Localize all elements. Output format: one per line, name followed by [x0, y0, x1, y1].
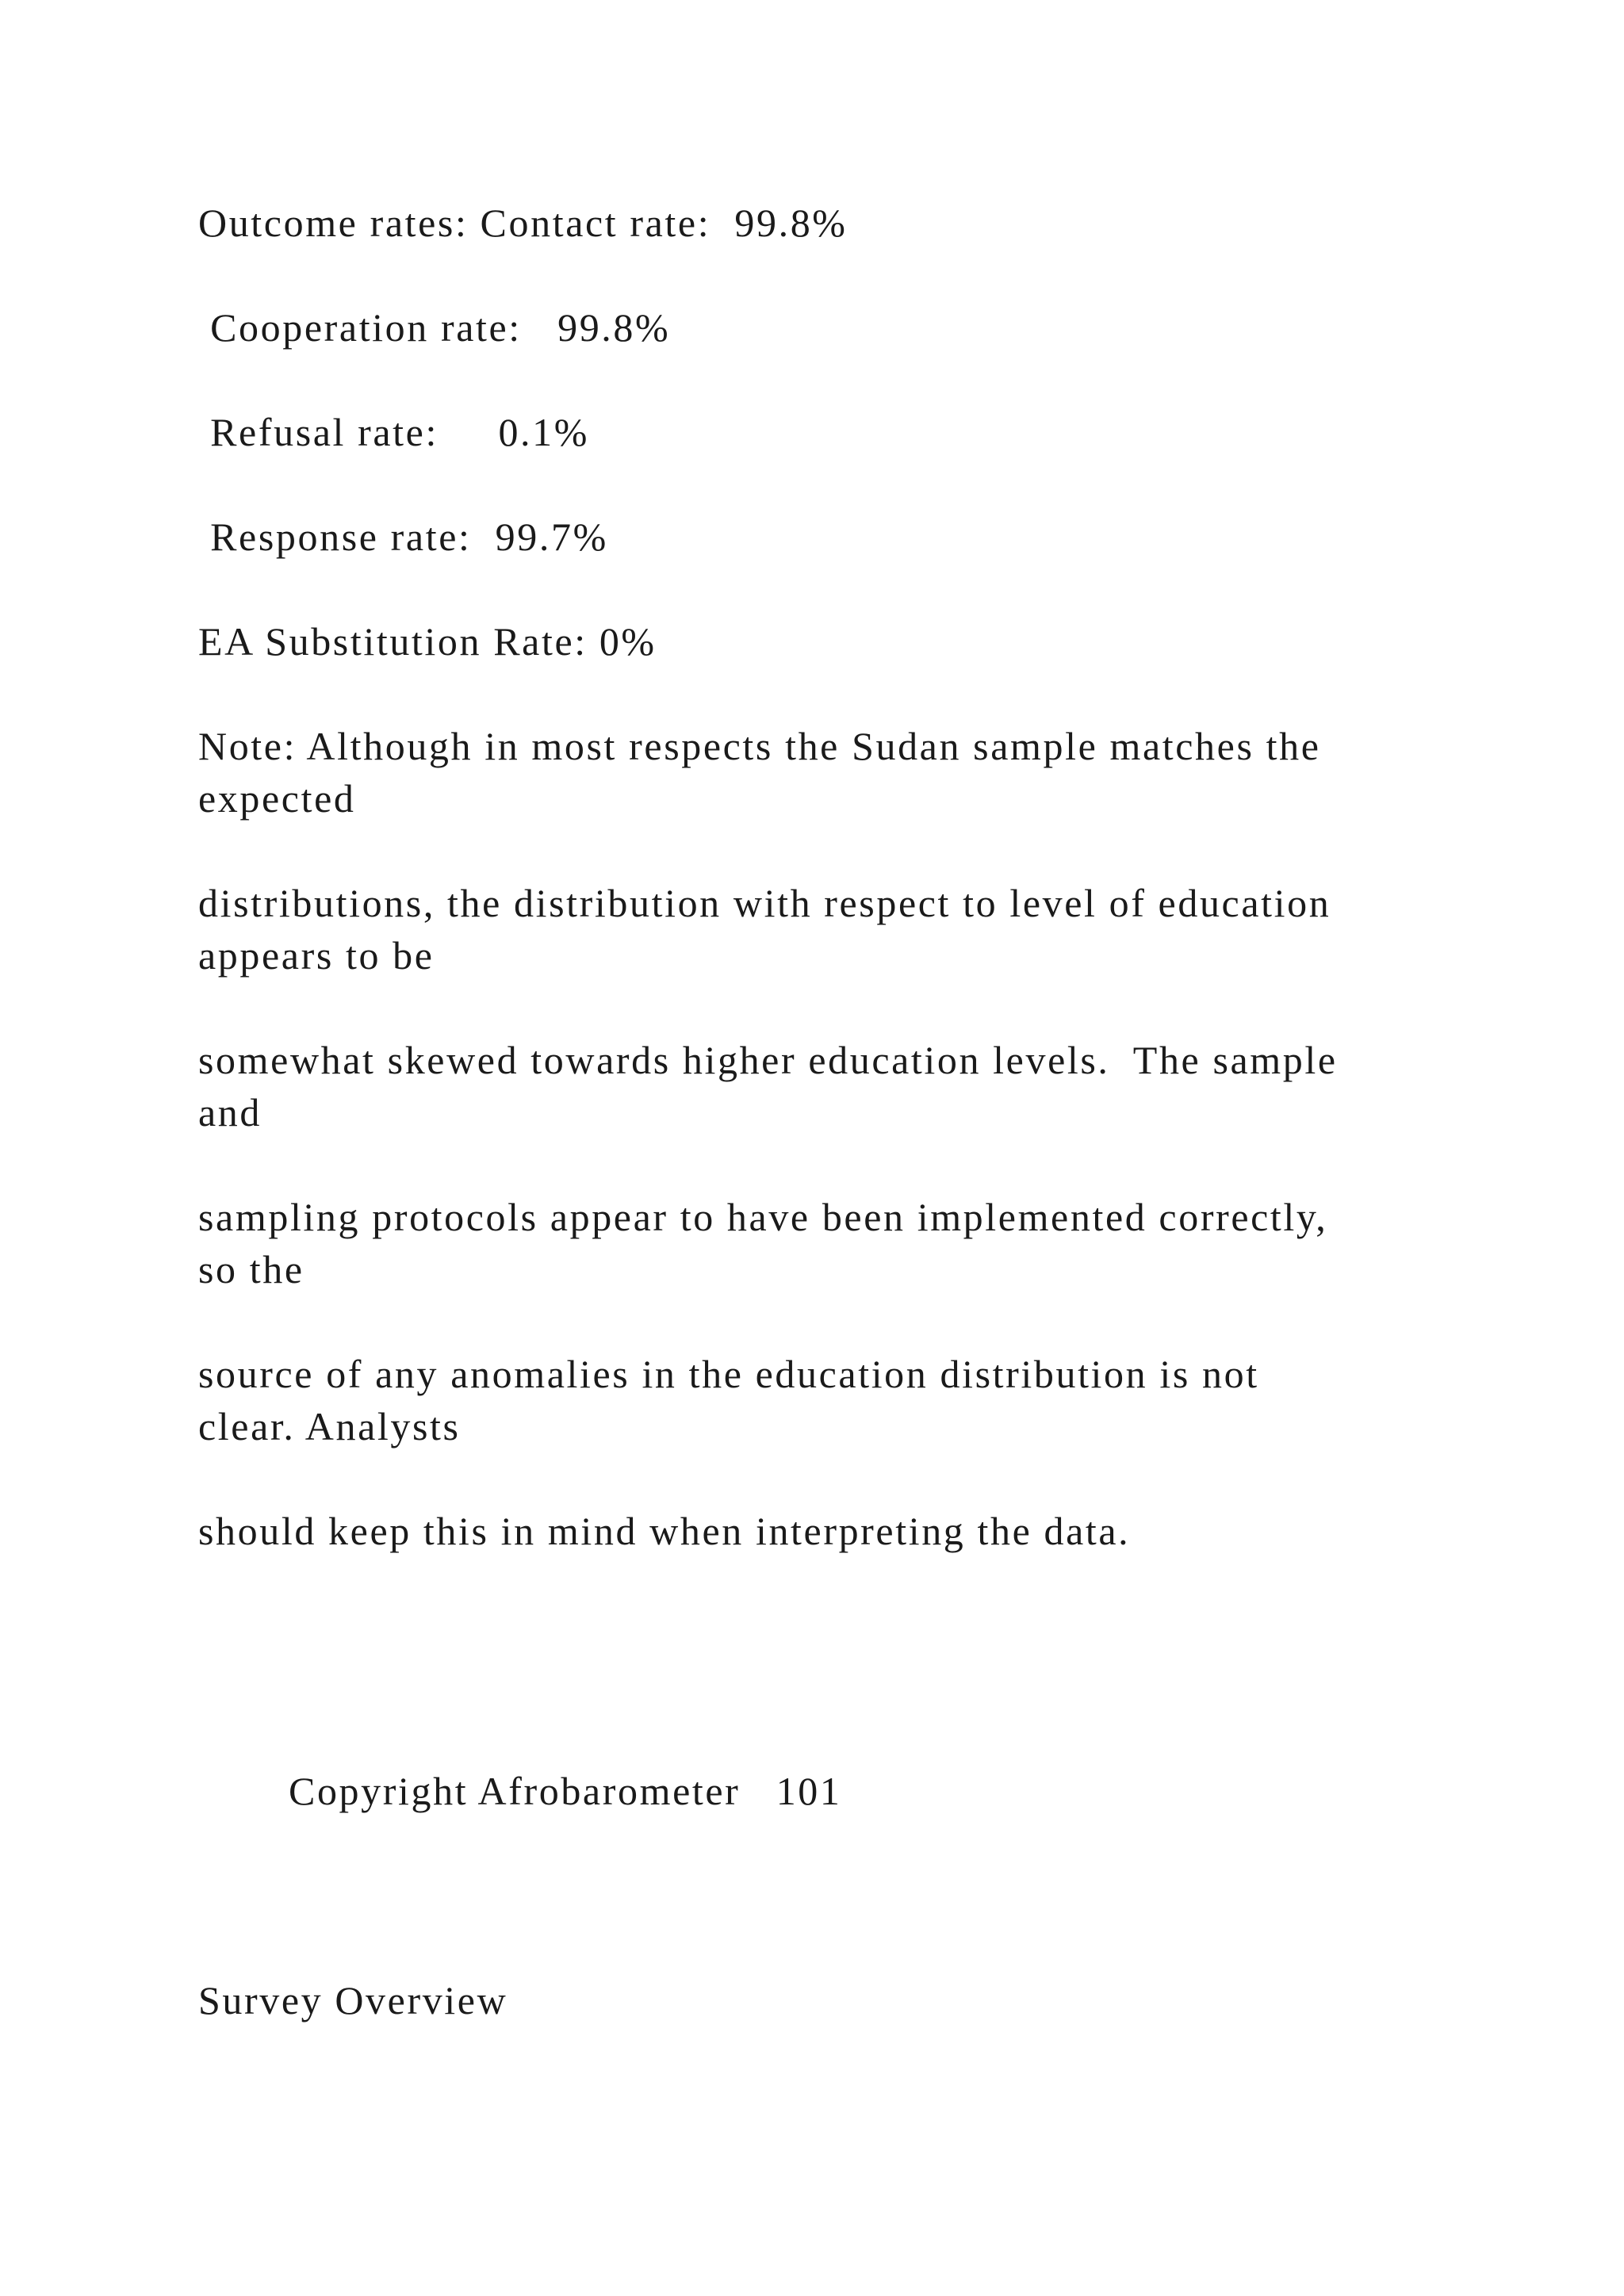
ea-substitution-rate-line: EA Substitution Rate: 0% [198, 619, 657, 664]
note-paragraph-3: somewhat skewed towards higher education levels. The sample and [198, 1038, 1338, 1135]
cooperation-rate-line: Cooperation rate: 99.8% [198, 305, 671, 350]
note-paragraph-1: Note: Although in most respects the Sudan sample matches the expected [198, 724, 1321, 821]
copyright-footer: Copyright Afrobarometer 101 [289, 1769, 842, 1813]
note-paragraph-5: source of any anomalies in the education distribution is not clear. Analysts [198, 1352, 1259, 1448]
response-rate-line: Response rate: 99.7% [198, 515, 608, 559]
note-paragraph-4: sampling protocols appear to have been implemented correctly, so the [198, 1195, 1328, 1292]
refusal-rate-line: Refusal rate: 0.1% [198, 410, 590, 454]
section-heading: Survey Overview [198, 1978, 508, 2022]
note-paragraph-6: should keep this in mind when interpreting the data. [198, 1509, 1131, 1553]
contact-rate-line: Outcome rates: Contact rate: 99.8% [198, 201, 848, 245]
note-paragraph-2: distributions, the distribution with respect to level of education appears to be [198, 881, 1331, 978]
